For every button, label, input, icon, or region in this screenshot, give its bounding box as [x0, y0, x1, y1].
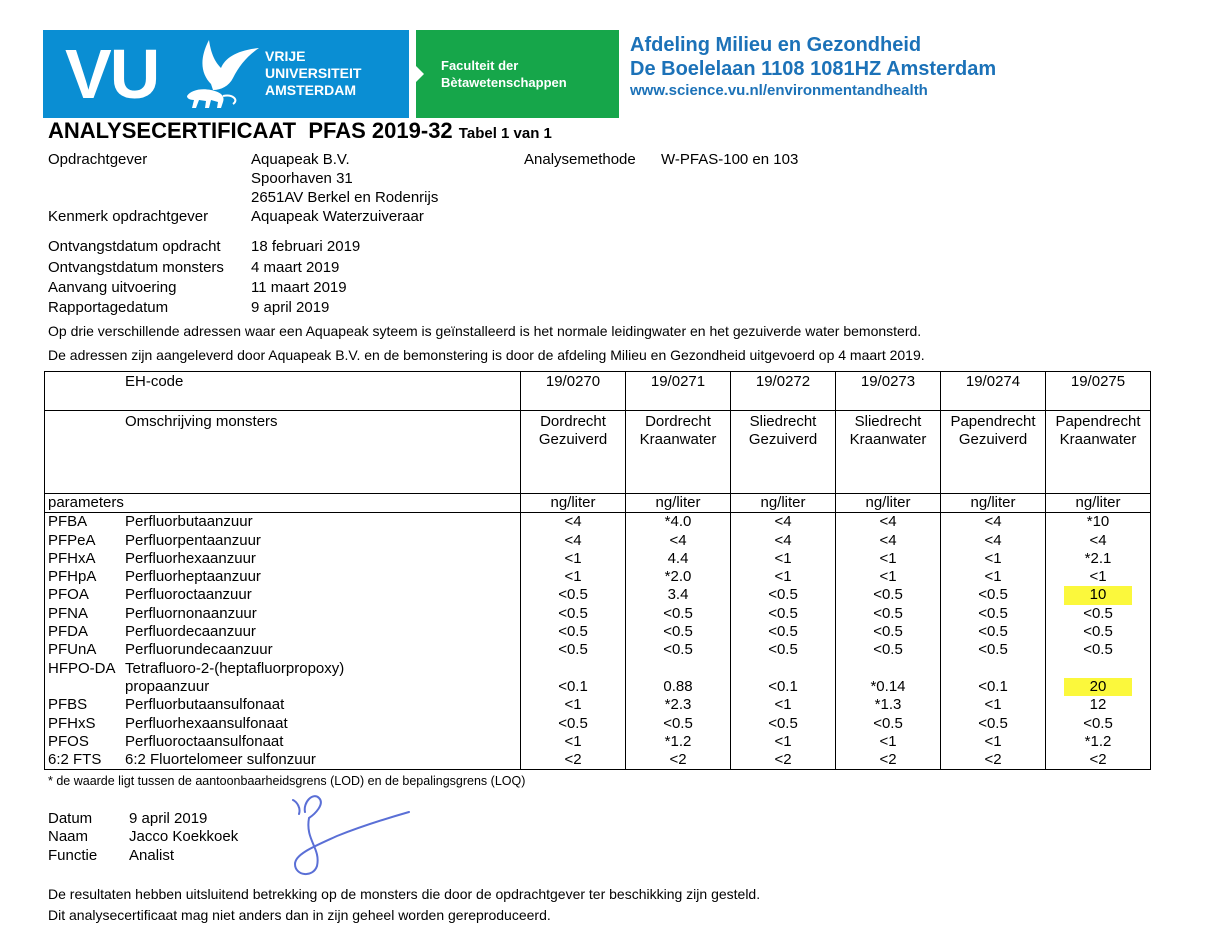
measurement-cell — [731, 605, 836, 623]
measurement-cell — [626, 660, 731, 697]
measurement-value: 3.4 — [667, 586, 689, 604]
date-value: 4 maart 2019 — [251, 259, 340, 276]
parameter-name-text: Perfluorhexaansulfonaat — [125, 714, 288, 732]
table-row — [45, 660, 1151, 697]
measurement-value: <1 — [984, 696, 1002, 714]
measurement-value: *2.1 — [1084, 549, 1112, 567]
measurement-cell — [521, 513, 626, 532]
measurement-cell — [836, 550, 941, 568]
measurement-value: <1 — [564, 732, 582, 750]
measurement-cell — [731, 733, 836, 751]
measurement-cell — [1046, 513, 1151, 532]
measurement-cell — [731, 568, 836, 586]
sample-description — [941, 411, 1046, 494]
parameter-name — [125, 660, 521, 697]
measurement-value: <0.5 — [1083, 641, 1113, 659]
table-row — [45, 733, 1151, 751]
measurement-cell — [941, 513, 1046, 532]
measurement-cell — [626, 513, 731, 532]
parameter-name — [125, 605, 521, 623]
faculty-name — [441, 57, 567, 91]
sample-unit: ng/liter — [836, 494, 941, 513]
parameter-name-text: Perfluornonaanzuur — [125, 604, 257, 622]
reference-value: Aquapeak Waterzuiveraar — [251, 208, 424, 225]
sample-unit: ng/liter — [626, 494, 731, 513]
sample-unit: ng/liter — [941, 494, 1046, 513]
description-row — [45, 411, 1151, 494]
measurement-value: <2 — [564, 751, 582, 769]
measurement-cell — [836, 733, 941, 751]
measurement-cell — [731, 660, 836, 697]
table-row — [45, 513, 1151, 532]
measurement-value: <2 — [1089, 751, 1107, 769]
table-row — [45, 550, 1151, 568]
chevron-right-icon — [413, 30, 427, 118]
parameter-code: PFDA — [45, 623, 126, 641]
parameter-code: 6:2 FTS — [45, 751, 126, 770]
table-row — [45, 641, 1151, 659]
measurement-value: <4 — [774, 531, 792, 549]
measurement-value: <0.5 — [558, 586, 588, 604]
measurement-cell — [1046, 715, 1151, 733]
parameter-name-text: Perfluoroctaansulfonaat — [125, 732, 284, 750]
parameter-name — [125, 586, 521, 604]
measurement-value: <4 — [564, 531, 582, 549]
parameter-name — [125, 568, 521, 586]
university-line: AMSTERDAM — [265, 82, 356, 98]
department-website[interactable]: www.science.vu.nl/environmentandhealth — [630, 82, 928, 99]
measurement-cell — [941, 733, 1046, 751]
parameter-code: PFPeA — [45, 532, 126, 550]
measurement-cell — [626, 568, 731, 586]
measurement-cell — [1046, 532, 1151, 550]
measurement-value: *1.2 — [664, 732, 692, 750]
intro-paragraph: Op drie verschillende adressen waar een Aquapeak syteem is geïnstalleerd is het normale leidingwater en het gezuiverde water bemonsterd. — [48, 323, 922, 339]
method-value: W-PFAS-100 en 103 — [661, 151, 799, 168]
measurement-value: <0.5 — [1083, 623, 1113, 641]
measurement-value: *0.14 — [870, 677, 906, 695]
sample-place: Dordrecht — [540, 413, 606, 430]
measurement-value: <1 — [984, 549, 1002, 567]
measurement-value: <1 — [879, 732, 897, 750]
sample-description — [731, 411, 836, 494]
measurement-value: <0.1 — [558, 677, 588, 695]
measurement-cell — [521, 733, 626, 751]
measurement-value: <1 — [774, 549, 792, 567]
measurement-value: <1 — [879, 549, 897, 567]
measurement-value: <2 — [879, 751, 897, 769]
measurement-value: <2 — [984, 751, 1002, 769]
measurement-value: <0.1 — [978, 677, 1008, 695]
measurement-cell — [941, 532, 1046, 550]
signature-name-value: Jacco Koekkoek — [129, 828, 239, 845]
measurement-cell — [1046, 550, 1151, 568]
parameter-code: PFHxA — [45, 550, 126, 568]
measurement-value: <4 — [984, 531, 1002, 549]
measurement-cell — [836, 660, 941, 697]
faculty-logo — [413, 30, 619, 118]
measurement-cell — [626, 532, 731, 550]
highlighted-measurement-value: 20 — [1064, 678, 1132, 696]
department-name: Afdeling Milieu en Gezondheid — [630, 34, 922, 56]
measurement-cell — [521, 641, 626, 659]
department-contact — [630, 33, 996, 100]
date-value: 9 april 2019 — [251, 299, 330, 316]
measurement-cell — [626, 550, 731, 568]
table-row — [45, 751, 1151, 770]
measurement-cell — [521, 623, 626, 641]
measurement-cell — [626, 586, 731, 604]
title-main: ANALYSECERTIFICAAT PFAS 2019-32 — [48, 118, 453, 143]
parameter-name — [125, 550, 521, 568]
measurement-value: <4 — [879, 531, 897, 549]
sample-place: Dordrecht — [645, 413, 711, 430]
measurement-value: <1 — [984, 732, 1002, 750]
university-line: VRIJE — [265, 48, 306, 64]
measurement-value: <1 — [1089, 568, 1107, 586]
measurement-value: <0.5 — [768, 641, 798, 659]
measurement-cell — [731, 623, 836, 641]
measurement-value: <0.5 — [663, 623, 693, 641]
measurement-cell — [626, 623, 731, 641]
parameter-name — [125, 751, 521, 770]
measurement-value: <1 — [879, 568, 897, 586]
sample-description — [836, 411, 941, 494]
measurement-value: <0.5 — [663, 714, 693, 732]
measurement-cell — [1046, 660, 1151, 697]
vu-logo — [43, 30, 409, 118]
measurement-cell — [521, 568, 626, 586]
measurement-value: <0.5 — [873, 604, 903, 622]
table-row — [45, 586, 1151, 604]
client-label: Opdrachtgever — [48, 151, 148, 168]
measurement-cell — [836, 715, 941, 733]
measurement-cell — [1046, 751, 1151, 770]
measurement-cell — [521, 696, 626, 714]
parameter-name-text: Perfluorundecaanzuur — [125, 641, 273, 659]
table-row — [45, 623, 1151, 641]
sample-code: 19/0274 — [941, 372, 1046, 411]
measurement-value: <0.5 — [558, 714, 588, 732]
measurement-cell — [521, 532, 626, 550]
sample-description — [1046, 411, 1151, 494]
parameter-code: PFUnA — [45, 641, 126, 659]
measurement-value: <0.5 — [978, 623, 1008, 641]
measurement-cell — [941, 550, 1046, 568]
measurement-value: 4.4 — [667, 549, 689, 567]
measurement-value: <0.5 — [873, 586, 903, 604]
measurement-cell — [836, 751, 941, 770]
sample-code: 19/0270 — [521, 372, 626, 411]
table-row — [45, 568, 1151, 586]
parameter-name-text: Perfluorbutaanzuur — [125, 513, 253, 531]
measurement-value: <0.5 — [663, 641, 693, 659]
measurement-value: <0.5 — [873, 714, 903, 732]
table-row — [45, 696, 1151, 714]
results-table — [44, 371, 1151, 770]
certificate-title — [48, 118, 552, 147]
sample-code: 19/0273 — [836, 372, 941, 411]
date-value: 18 februari 2019 — [251, 238, 361, 255]
signature-name-label: Naam — [48, 828, 89, 845]
measurement-cell — [941, 641, 1046, 659]
measurement-value: *1.3 — [874, 696, 902, 714]
measurement-value: <0.5 — [873, 641, 903, 659]
measurement-cell — [731, 532, 836, 550]
measurement-cell — [626, 696, 731, 714]
parameter-code: PFBA — [45, 513, 126, 532]
faculty-line: Faculteit der — [441, 58, 519, 73]
parameter-code: HFPO-DA — [45, 660, 126, 697]
measurement-cell — [1046, 733, 1151, 751]
disclaimer-line: De resultaten hebben uitsluitend betrekking op de monsters die door de opdrachtgever ter beschikking zijn gesteld. — [48, 886, 761, 902]
table-row — [45, 715, 1151, 733]
signature-date-label: Datum — [48, 810, 93, 827]
measurement-value: <0.5 — [978, 641, 1008, 659]
parameter-code: PFHpA — [45, 568, 126, 586]
measurement-cell — [521, 550, 626, 568]
measurement-value: <0.5 — [978, 604, 1008, 622]
parameter-name-text: Perfluorhexaanzuur — [125, 549, 256, 567]
sample-place: Sliedrecht — [749, 413, 817, 430]
measurement-value: <0.5 — [663, 604, 693, 622]
measurement-value: <4 — [1089, 531, 1107, 549]
date-label: Aanvang uitvoering — [48, 279, 177, 296]
measurement-value: *10 — [1086, 513, 1110, 531]
measurement-value: <1 — [774, 696, 792, 714]
sample-type: Kraanwater — [639, 431, 717, 449]
measurement-cell — [731, 550, 836, 568]
measurement-cell — [626, 605, 731, 623]
measurement-value: <0.5 — [873, 623, 903, 641]
measurement-value: <1 — [984, 568, 1002, 586]
measurement-value: *2.3 — [664, 696, 692, 714]
sample-type: Kraanwater — [849, 431, 927, 449]
measurement-cell — [731, 513, 836, 532]
measurement-cell — [941, 605, 1046, 623]
client-city: 2651AV Berkel en Rodenrijs — [251, 189, 439, 206]
measurement-cell — [731, 696, 836, 714]
sample-description — [521, 411, 626, 494]
parameter-name-text: Perfluorheptaanzuur — [125, 568, 261, 586]
measurement-value: <1 — [774, 732, 792, 750]
client-street: Spoorhaven 31 — [251, 170, 353, 187]
title-sub: Tabel 1 van 1 — [458, 125, 552, 142]
date-label: Ontvangstdatum opdracht — [48, 238, 221, 255]
measurement-value: *1.2 — [1084, 732, 1112, 750]
measurement-cell — [941, 660, 1046, 697]
date-label: Rapportagedatum — [48, 299, 169, 316]
measurement-cell — [836, 605, 941, 623]
measurement-cell — [731, 751, 836, 770]
measurement-value: *2.0 — [664, 568, 692, 586]
measurement-cell — [521, 605, 626, 623]
parameter-name — [125, 733, 521, 751]
unit-row — [45, 494, 1151, 513]
measurement-cell — [836, 623, 941, 641]
parameters-label: parameters — [45, 494, 521, 513]
measurement-cell — [731, 586, 836, 604]
sample-code: 19/0272 — [731, 372, 836, 411]
measurement-cell — [626, 733, 731, 751]
parameter-name-text: 6:2 Fluortelomeer sulfonzuur — [125, 751, 316, 769]
sample-type: Gezuiverd — [538, 431, 608, 449]
method-label: Analysemethode — [524, 151, 636, 168]
measurement-value: <0.5 — [768, 714, 798, 732]
measurement-cell — [731, 715, 836, 733]
measurement-value: <4 — [564, 513, 582, 531]
measurement-value: <0.5 — [768, 604, 798, 622]
measurement-value: <0.5 — [978, 714, 1008, 732]
measurement-cell — [836, 696, 941, 714]
sample-type: Gezuiverd — [748, 431, 818, 449]
department-address: De Boelelaan 1108 1081HZ Amsterdam — [630, 58, 997, 80]
measurement-cell — [626, 715, 731, 733]
measurement-value: <4 — [984, 513, 1002, 531]
disclaimer-line: Dit analysecertificaat mag niet anders dan in zijn geheel worden gereproduceerd. — [48, 907, 551, 923]
measurement-value: <1 — [564, 549, 582, 567]
griffin-icon — [181, 34, 261, 114]
measurement-cell — [521, 660, 626, 697]
measurement-value: <1 — [774, 568, 792, 586]
measurement-cell — [836, 532, 941, 550]
measurement-value: <0.5 — [978, 586, 1008, 604]
reference-label: Kenmerk opdrachtgever — [48, 208, 209, 225]
measurement-value: <0.5 — [768, 586, 798, 604]
client-name: Aquapeak B.V. — [251, 151, 350, 168]
measurement-value: *4.0 — [664, 513, 692, 531]
eh-code-label: EH-code — [125, 372, 521, 411]
measurement-value: <2 — [774, 751, 792, 769]
parameter-name-text: Perfluordecaanzuur — [125, 623, 256, 641]
measurement-cell — [941, 568, 1046, 586]
sample-unit: ng/liter — [731, 494, 836, 513]
footnote: * de waarde ligt tussen de aantoonbaarheidsgrens (LOD) en de bepalingsgrens (LOQ) — [48, 774, 526, 788]
parameter-code: PFOS — [45, 733, 126, 751]
eh-code-row — [45, 372, 1151, 411]
measurement-cell — [626, 751, 731, 770]
measurement-cell — [1046, 641, 1151, 659]
parameter-name — [125, 532, 521, 550]
highlighted-measurement-value: 10 — [1064, 586, 1132, 604]
measurement-value: 12 — [1089, 696, 1107, 714]
parameter-name — [125, 696, 521, 714]
sample-type: Kraanwater — [1059, 431, 1137, 449]
signature-icon — [285, 790, 415, 880]
measurement-cell — [1046, 696, 1151, 714]
measurement-cell — [521, 586, 626, 604]
measurement-value: <1 — [564, 696, 582, 714]
signature-role-label: Functie — [48, 847, 98, 864]
measurement-cell — [1046, 623, 1151, 641]
vu-letters: VU — [65, 35, 159, 113]
measurement-cell — [1046, 586, 1151, 604]
measurement-value: <0.5 — [1083, 604, 1113, 622]
parameter-code: PFOA — [45, 586, 126, 604]
parameter-name — [125, 641, 521, 659]
measurement-value: <2 — [669, 751, 687, 769]
parameter-name — [125, 513, 521, 532]
measurement-value: <0.5 — [768, 623, 798, 641]
measurement-cell — [836, 586, 941, 604]
sample-code: 19/0275 — [1046, 372, 1151, 411]
measurement-cell — [731, 641, 836, 659]
measurement-value: <0.5 — [558, 604, 588, 622]
table-row — [45, 605, 1151, 623]
measurement-cell — [941, 715, 1046, 733]
measurement-cell — [836, 641, 941, 659]
measurement-value: <0.1 — [768, 677, 798, 695]
table-row — [45, 532, 1151, 550]
parameter-name-text: Perfluoroctaanzuur — [125, 586, 252, 604]
parameter-name-text: Tetrafluoro-2-(heptafluorpropoxy) — [125, 659, 345, 677]
sample-place: Sliedrecht — [854, 413, 922, 430]
parameter-name-text: Perfluorpentaanzuur — [125, 531, 261, 549]
measurement-cell — [1046, 605, 1151, 623]
measurement-value: <4 — [669, 531, 687, 549]
measurement-value: <0.5 — [558, 641, 588, 659]
parameter-name-text: propaanzuur — [125, 677, 210, 695]
parameter-code: PFHxS — [45, 715, 126, 733]
sample-place: Papendrecht — [950, 413, 1036, 430]
sample-unit: ng/liter — [1046, 494, 1151, 513]
signature-date-value: 9 april 2019 — [129, 810, 208, 827]
university-line: UNIVERSITEIT — [265, 65, 362, 81]
measurement-value: <1 — [564, 568, 582, 586]
measurement-cell — [521, 715, 626, 733]
measurement-cell — [941, 623, 1046, 641]
university-name — [265, 48, 361, 99]
measurement-cell — [626, 641, 731, 659]
measurement-cell — [836, 513, 941, 532]
parameter-code: PFBS — [45, 696, 126, 714]
measurement-cell — [521, 751, 626, 770]
measurement-value: <4 — [879, 513, 897, 531]
measurement-cell — [941, 586, 1046, 604]
parameter-name — [125, 623, 521, 641]
measurement-cell — [836, 568, 941, 586]
parameter-name-text: Perfluorbutaansulfonaat — [125, 696, 285, 714]
measurement-value: 0.88 — [663, 677, 693, 695]
date-value: 11 maart 2019 — [251, 279, 347, 296]
measurement-cell — [1046, 568, 1151, 586]
intro-paragraph: De adressen zijn aangeleverd door Aquapeak B.V. en de bemonstering is door de afdeling Milieu en Gezondheid uitgevoerd op 4 maart 2019. — [48, 347, 925, 363]
sample-place: Papendrecht — [1055, 413, 1141, 430]
parameter-name — [125, 715, 521, 733]
parameter-code: PFNA — [45, 605, 126, 623]
faculty-line: Bètawetenschappen — [441, 75, 567, 90]
sample-code: 19/0271 — [626, 372, 731, 411]
description-label: Omschrijving monsters — [125, 411, 521, 494]
signature-role-value: Analist — [129, 847, 175, 864]
sample-unit: ng/liter — [521, 494, 626, 513]
sample-description — [626, 411, 731, 494]
measurement-cell — [941, 751, 1046, 770]
measurement-cell — [941, 696, 1046, 714]
measurement-value: <0.5 — [1083, 714, 1113, 732]
date-label: Ontvangstdatum monsters — [48, 259, 224, 276]
sample-type: Gezuiverd — [958, 431, 1028, 449]
measurement-value: <0.5 — [558, 623, 588, 641]
measurement-value: <4 — [774, 513, 792, 531]
